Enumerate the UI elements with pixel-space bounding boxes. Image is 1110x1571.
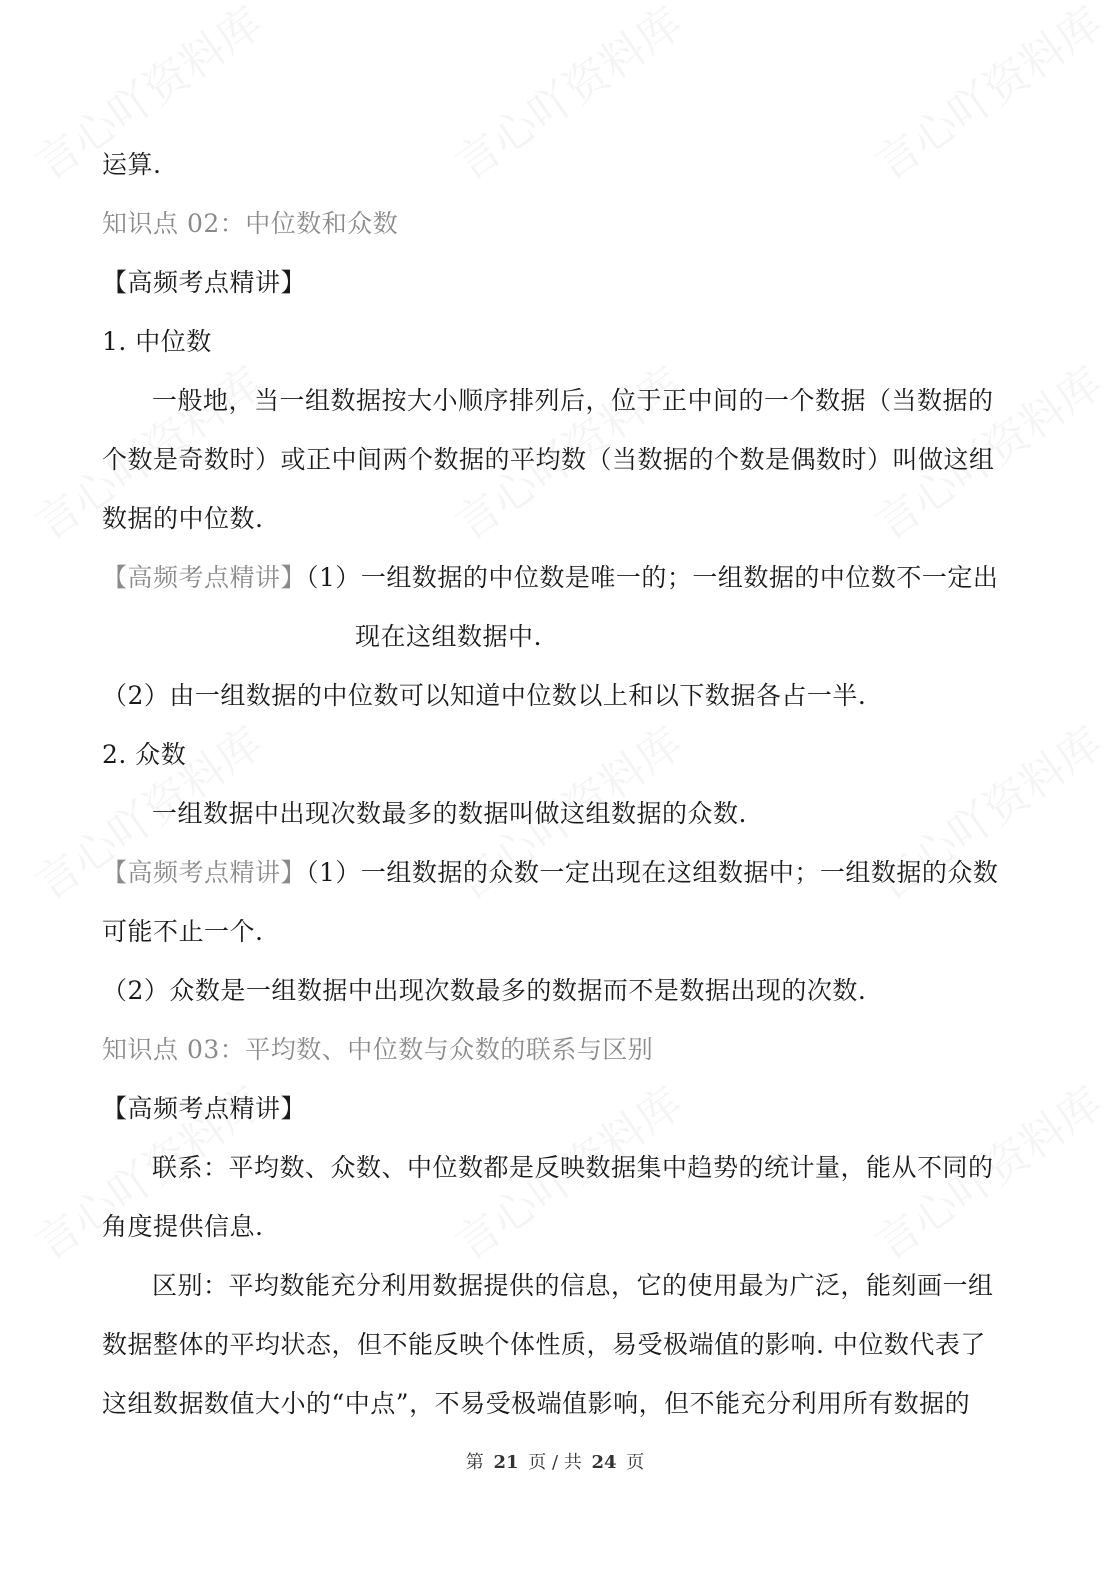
item-heading: 2. 众数: [102, 740, 187, 769]
subsection-label: 【高频考点精讲】: [102, 268, 307, 297]
body-text: 个数是奇数时）或正中间两个数据的平均数（当数据的个数是偶数时）叫做这组: [102, 445, 995, 474]
total-page-number: 24: [591, 1452, 617, 1473]
body-text: 现在这组数据中.: [355, 622, 542, 651]
note-line: [102, 856, 1008, 890]
section-heading: 知识点 02：中位数和众数: [102, 209, 399, 238]
body-text: 一组数据中出现次数最多的数据叫做这组数据的众数.: [152, 799, 747, 828]
current-page-number: 21: [493, 1452, 519, 1473]
body-text: （2）众数是一组数据中出现次数最多的数据而不是数据出现的次数.: [102, 976, 867, 1005]
body-text: 运算.: [102, 150, 162, 179]
body-text: 联系：平均数、众数、中位数都是反映数据集中趋势的统计量，能从不同的: [152, 1153, 994, 1182]
body-text: 数据的中位数.: [102, 504, 264, 533]
body-text: 这组数据数值大小的“中点”，不易受极端值影响，但不能充分利用所有数据的: [102, 1389, 971, 1418]
body-text: 可能不止一个.: [102, 917, 264, 946]
item-heading: 1. 中位数: [102, 327, 212, 356]
note-text: （1）一组数据的众数一定出现在这组数据中；一组数据的众数: [306, 858, 999, 887]
body-text: 区别：平均数能充分利用数据提供的信息，它的使用最为广泛，能刻画一组: [152, 1271, 994, 1300]
section-heading: 知识点 03：平均数、中位数与众数的联系与区别: [102, 1035, 654, 1064]
page-footer: [0, 1450, 1110, 1476]
body-text: （2）由一组数据的中位数可以知道中位数以上和以下数据各占一半.: [102, 681, 867, 710]
body-text: 数据整体的平均状态，但不能反映个体性质，易受极端值的影响. 中位数代表了: [102, 1330, 986, 1359]
body-text: 一般地，当一组数据按大小顺序排列后，位于正中间的一个数据（当数据的: [152, 386, 994, 415]
note-text: （1）一组数据的中位数是唯一的；一组数据的中位数不一定出: [306, 563, 999, 592]
footer-suffix: 页: [626, 1452, 645, 1473]
note-line: [102, 561, 1008, 595]
subsection-label: 【高频考点精讲】: [102, 1094, 307, 1123]
note-label: 【高频考点精讲】: [102, 858, 307, 887]
footer-mid: 页 / 共: [528, 1452, 582, 1473]
footer-prefix: 第: [465, 1452, 484, 1473]
body-text: 角度提供信息.: [102, 1212, 264, 1241]
note-label: 【高频考点精讲】: [102, 563, 307, 592]
